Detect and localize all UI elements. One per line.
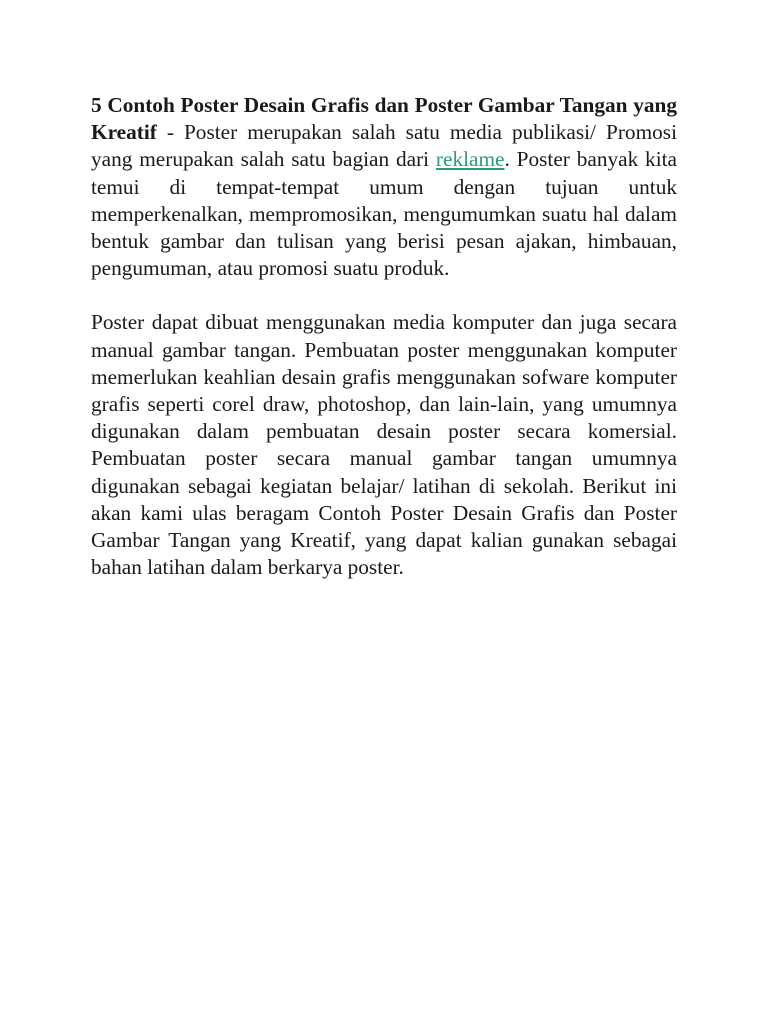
intro-text-before-link: - Poster merupakan salah satu media publikasi/ Promosi yang merupakan salah satu bagian dari bbox=[91, 120, 677, 172]
document-page bbox=[91, 92, 677, 581]
body-paragraph: Poster dapat dibuat menggunakan media komputer dan juga secara manual gambar tangan. Pembuatan poster menggunakan komputer memerlukan keahlian desain grafis menggunakan sofware komputer grafis seperti corel draw, photoshop, dan lain-lain, yang umumnya digunakan dalam pembuatan desain poster secara komersial. Pembuatan poster secara manual gambar tangan umumnya digunakan sebagai kegiatan belajar/ latihan di sekolah. Berikut ini akan kami ulas beragam Contoh Poster Desain Grafis dan Poster Gambar Tangan yang Kreatif, yang dapat kalian gunakan sebagai bahan latihan dalam berkarya poster. bbox=[91, 310, 677, 580]
reklame-link[interactable]: reklame bbox=[435, 147, 505, 172]
intro-paragraph bbox=[91, 92, 677, 282]
intro-text-after-link: . Poster banyak kita temui di tempat-tempat umum dengan tujuan untuk memperkenalkan, mempromosikan, mengumumkan suatu hal dalam bentuk gambar dan tulisan yang berisi pesan ajakan, himbauan, pengumuman, atau promosi suatu produk. bbox=[91, 147, 677, 281]
article-title: 5 Contoh Poster Desain Grafis dan Poster Gambar Tangan yang Kreatif bbox=[91, 93, 677, 145]
